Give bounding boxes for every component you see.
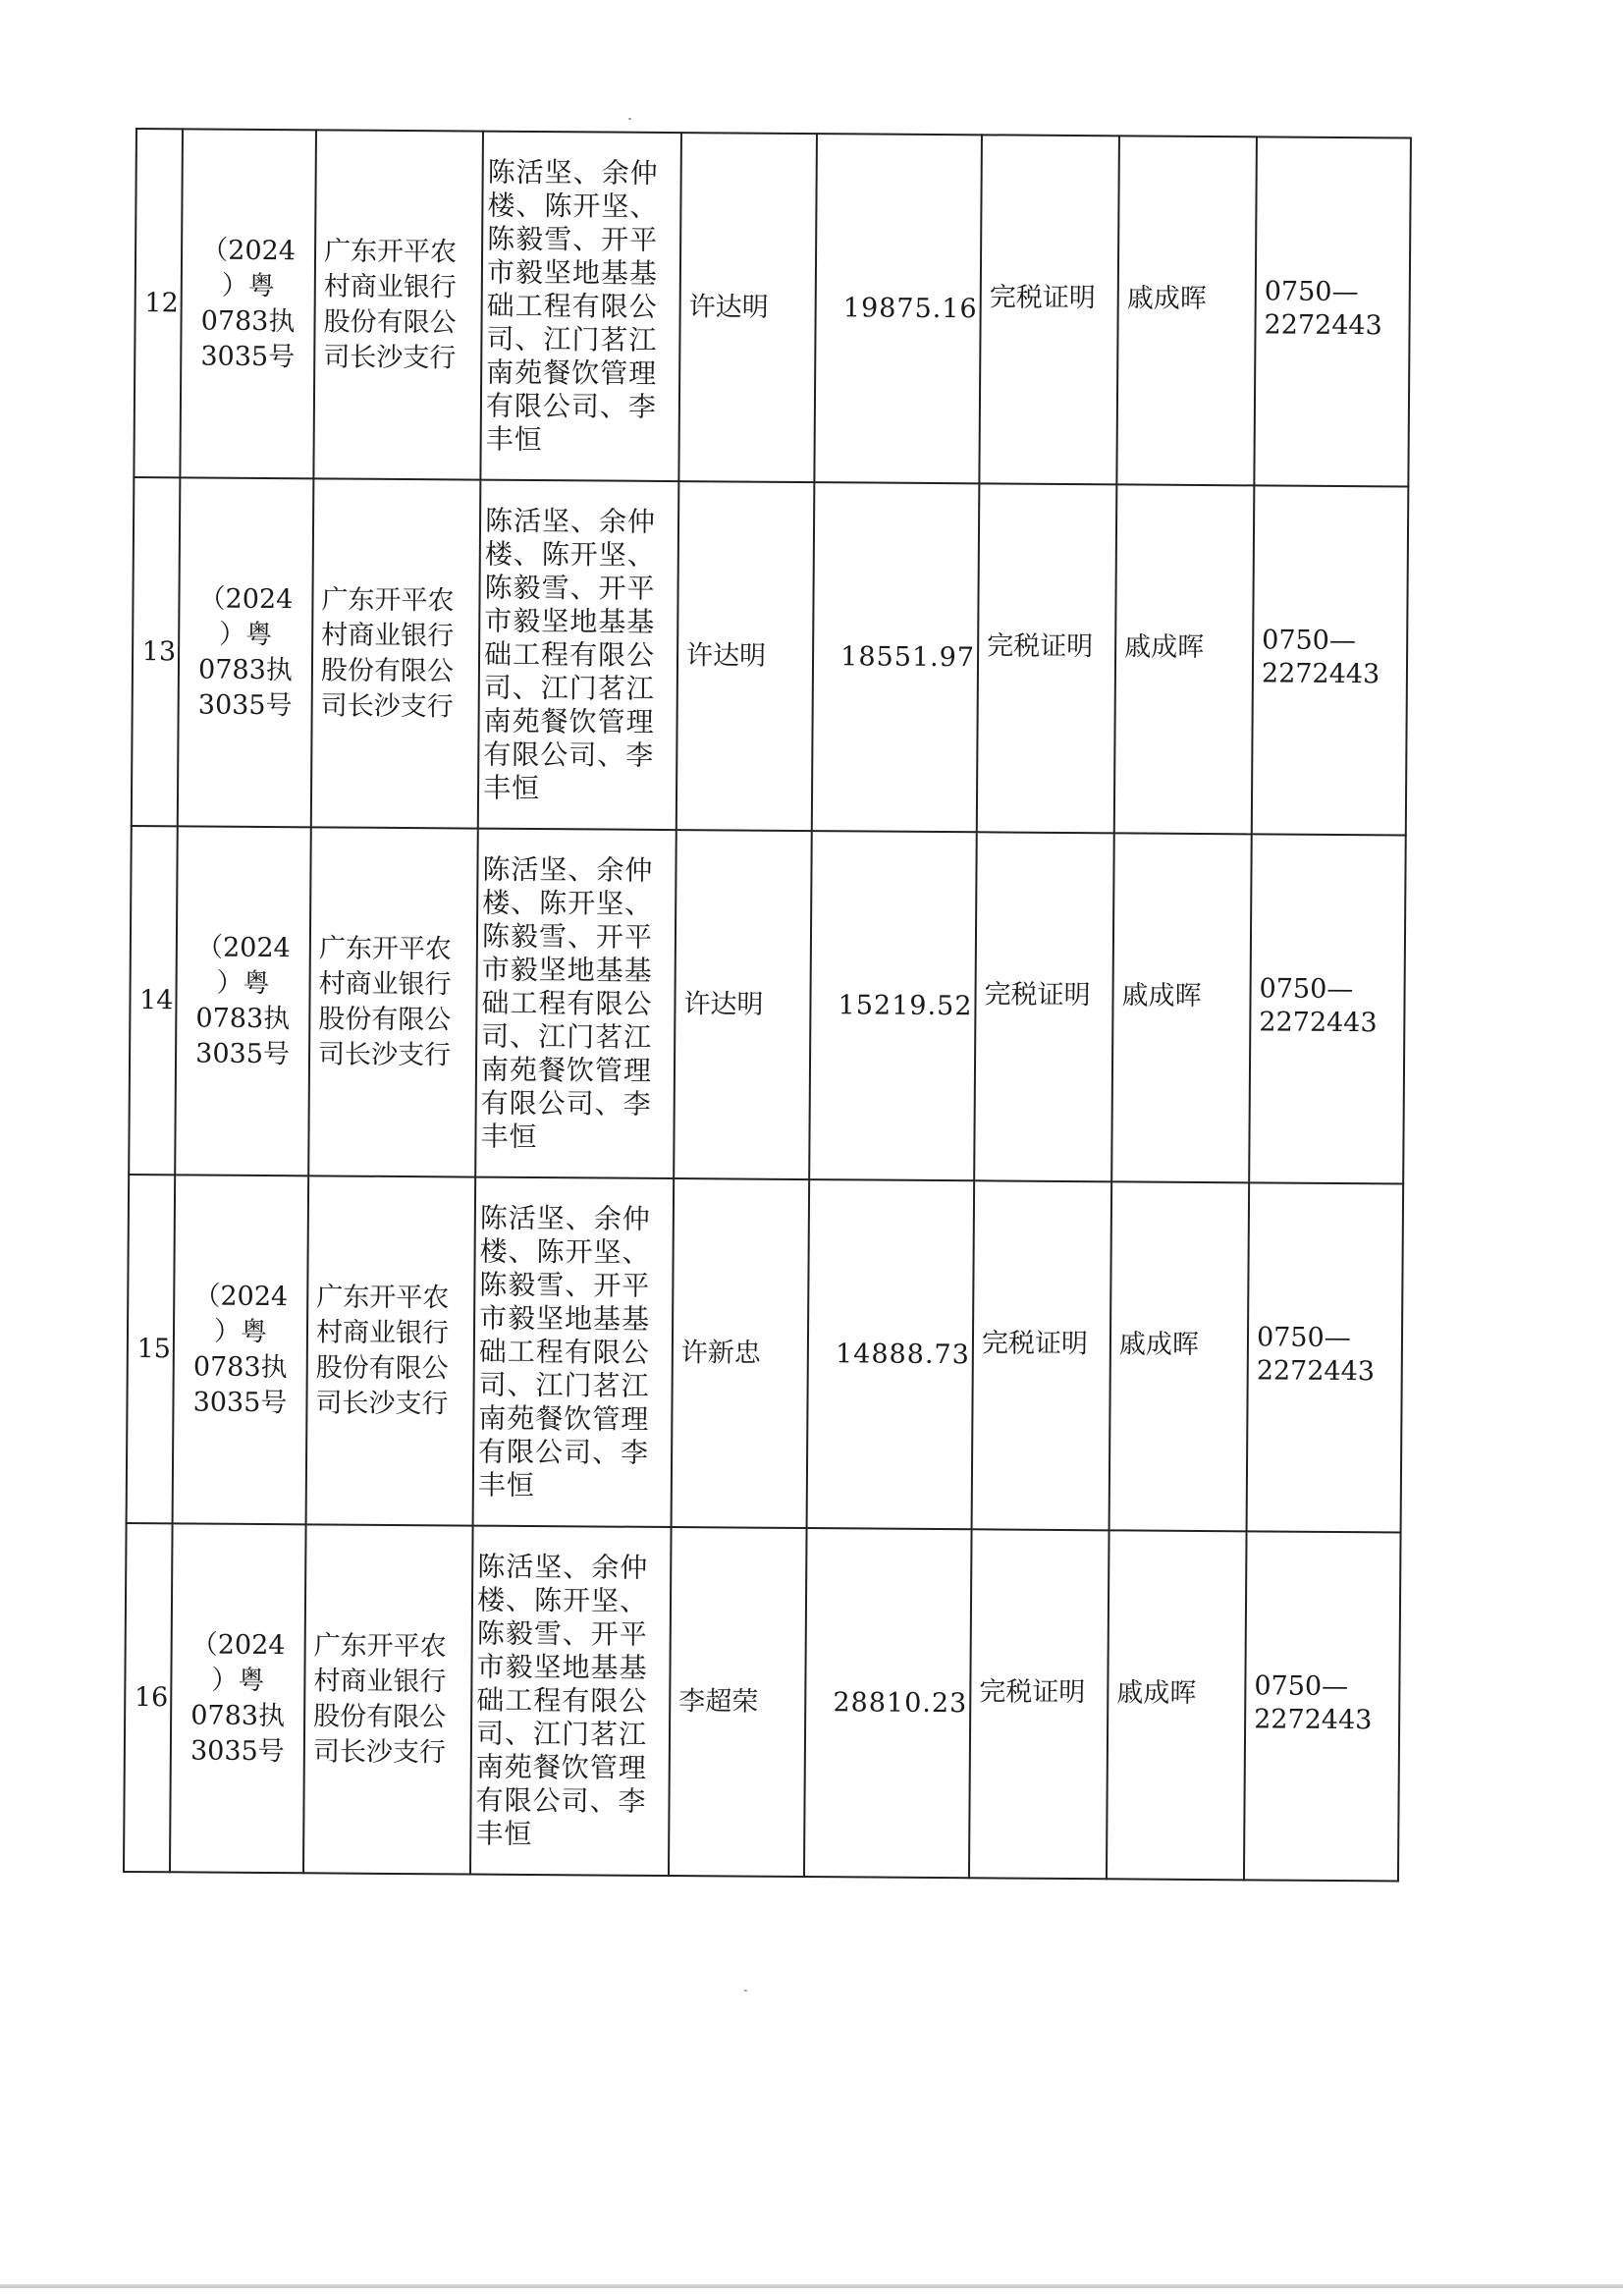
contact-person: 戚成晖 [1124,631,1205,663]
person-cell [676,481,815,831]
row-number: 15 [136,1333,172,1364]
applicant-line: 司长沙支行 [312,1735,446,1768]
respondents-cell [478,480,679,830]
respondents-line: 础工程有限公 [483,637,656,672]
applicant-line: 股份有限公 [318,1003,452,1035]
respondents-line: 南苑餐饮管理 [475,1750,647,1784]
respondents-line: 楼、陈开坚、 [484,537,656,572]
scan-speck [744,1990,747,1992]
row-number: 12 [144,287,179,318]
applicant-line: 村商业银行 [321,619,455,651]
case-number-line: （2024 [195,931,291,963]
contact-person: 戚成晖 [1118,1329,1200,1360]
respondents-line: 础工程有限公 [478,1335,651,1369]
row-number-cell [124,1523,173,1872]
respondents-line: 司、江门茗江 [481,1019,653,1054]
applicant-line: 股份有限公 [315,1351,449,1384]
contact-person-cell [1116,136,1257,485]
table-row [129,826,1406,1184]
case-number-cell [173,1175,309,1524]
respondents-line: 丰恒 [475,1817,533,1850]
applicant-line: 村商业银行 [323,270,457,302]
respondents-line: 陈活坚、余仲 [482,852,654,887]
case-number-line: （2024 [190,1628,286,1661]
table-row [124,1523,1401,1882]
case-number-line: 3035号 [200,340,296,372]
phone-line: 0750— [1259,973,1354,1006]
respondents-line: 市毅坚地基基 [484,604,656,638]
applicant-line: 司长沙支行 [315,1387,449,1419]
contact-person: 戚成晖 [1126,283,1207,314]
person-name: 李超荣 [678,1685,759,1718]
table-row [127,1175,1404,1533]
case-number-line: 3035号 [189,1734,285,1767]
phone-line: 2272443 [1261,658,1380,690]
phone-line: 0750— [1254,1670,1349,1703]
applicant-line: 广东开平农 [318,932,452,964]
respondents-line: 陈活坚、余仲 [487,155,659,190]
case-number-line: 0783执 [200,304,296,337]
applicant-line: 广东开平农 [316,1281,450,1313]
row-number-cell [129,826,178,1175]
amount-cell [804,1528,972,1878]
person-name: 许新忠 [680,1337,761,1369]
respondents-line: 陈毅雪、开平 [487,222,659,256]
person-cell [678,133,817,482]
applicant-line: 村商业银行 [315,1316,450,1348]
person-cell [674,830,812,1179]
respondents-line: 司、江门茗江 [483,671,655,705]
case-number-cell [170,1523,306,1873]
respondents-cell [480,132,681,481]
respondents-line: 丰恒 [482,771,541,804]
contact-person-cell [1109,1181,1250,1531]
respondents-line: 陈活坚、余仲 [479,1201,652,1235]
person-name: 许达明 [683,988,764,1020]
person-cell [672,1178,810,1528]
person-name: 许达明 [685,639,767,672]
row-number-cell [127,1175,176,1523]
document-type: 完税证明 [987,630,1094,663]
respondents-line: 有限公司、李 [475,1783,647,1818]
row-number-cell [134,129,183,477]
respondents-line: 有限公司、李 [480,1086,652,1121]
phone-cell [1249,834,1406,1183]
applicant-line: 村商业银行 [318,967,452,1000]
scan-speck [628,118,631,120]
respondents-line: 有限公司、李 [485,389,658,423]
applicant-line: 司长沙支行 [317,1038,452,1070]
respondents-line: 陈毅雪、开平 [481,919,654,954]
amount-cell [807,1179,975,1529]
phone-cell [1252,485,1409,835]
respondents-line: 楼、陈开坚、 [479,1234,651,1269]
applicant-cell [303,1524,473,1874]
phone-line: 0750— [1262,625,1357,657]
applicant-line: 股份有限公 [313,1700,447,1732]
respondents-line: 司、江门茗江 [486,322,658,356]
case-number-cell [180,129,316,478]
respondents-line: 司、江门茗江 [478,1368,650,1402]
document-type: 完税证明 [989,282,1096,314]
case-number-cell [178,477,314,827]
amount-value: 18551.97 [840,640,976,673]
person-name: 许达明 [688,291,769,323]
respondents-line: 楼、陈开坚、 [487,189,659,223]
contact-person-cell [1114,484,1255,834]
contact-person-cell [1111,833,1252,1182]
case-number-line: 0783执 [192,1350,288,1383]
case-number-line: ）粤 [211,1665,265,1696]
case-number-line: ）粤 [216,967,270,999]
table-row [132,477,1409,836]
phone-cell [1247,1182,1404,1532]
respondents-line: 司、江门茗江 [475,1717,648,1751]
respondents-line: 陈活坚、余仲 [484,504,657,538]
respondents-line: 陈毅雪、开平 [484,571,656,605]
applicant-line: 司长沙支行 [320,689,454,722]
document-type: 完税证明 [981,1328,1089,1360]
case-number-line: ）粤 [213,1316,268,1347]
document-type: 完税证明 [984,979,1091,1011]
phone-line: 2272443 [1259,1007,1378,1039]
respondents-line: 市毅坚地基基 [481,953,653,987]
respondents-line: 丰恒 [480,1120,538,1153]
applicant-cell [306,1175,476,1525]
document-type-cell [969,1529,1109,1879]
applicant-line: 司长沙支行 [323,341,457,373]
respondents-line: 有限公司、李 [483,738,655,772]
applicant-line: 广东开平农 [321,583,455,616]
respondents-line: 楼、陈开坚、 [476,1583,649,1617]
respondents-line: 南苑餐饮管理 [480,1053,653,1087]
row-number: 14 [139,984,174,1015]
respondents-cell [470,1526,672,1876]
case-number-line: 3035号 [195,1037,291,1069]
table-body [124,129,1411,1881]
phone-line: 2272443 [1256,1355,1376,1388]
document-type-cell [974,832,1114,1181]
amount-cell [814,134,982,483]
amount-value: 15219.52 [838,989,973,1021]
respondents-line: 础工程有限公 [486,289,658,323]
case-number-line: 0783执 [190,1699,286,1731]
case-number-line: 3035号 [192,1386,288,1418]
respondents-line: 市毅坚地基基 [476,1650,648,1684]
case-number-line: 3035号 [197,688,293,721]
document-type-cell [972,1180,1112,1530]
applicant-line: 广东开平农 [313,1629,447,1662]
contact-person-cell [1107,1530,1247,1880]
amount-value: 14888.73 [835,1338,970,1370]
case-number-line: 0783执 [195,1002,291,1034]
row-number: 13 [141,635,177,667]
respondents-line: 楼、陈开坚、 [482,886,654,920]
respondents-line: 南苑餐饮管理 [483,704,655,738]
document-type-cell [977,483,1117,833]
respondents-line: 南苑餐饮管理 [486,355,658,390]
case-number-cell [175,826,311,1175]
amount-value: 19875.16 [842,292,978,324]
respondents-line: 丰恒 [485,422,543,456]
contact-person: 戚成晖 [1121,980,1202,1011]
respondents-line: 础工程有限公 [481,986,653,1020]
respondents-line: 市毅坚地基基 [486,255,659,290]
respondents-line: 陈毅雪、开平 [479,1268,651,1302]
applicant-line: 股份有限公 [323,305,457,338]
phone-cell [1244,1531,1401,1881]
respondents-line: 南苑餐饮管理 [478,1401,650,1436]
case-number-line: ）粤 [219,619,273,650]
phone-line: 0750— [1264,276,1359,308]
document-type: 完税证明 [979,1676,1086,1709]
phone-cell [1254,137,1411,486]
case-number-line: （2024 [198,582,294,615]
amount-value: 28810.23 [833,1686,968,1719]
case-number-line: （2024 [193,1280,289,1312]
phone-line: 2272443 [1264,309,1382,342]
case-number-line: 0783执 [197,653,293,685]
document-type-cell [979,135,1119,484]
respondents-cell [475,829,676,1178]
respondents-line: 有限公司、李 [478,1435,650,1469]
applicant-cell [308,827,478,1176]
row-number-cell [132,477,181,826]
respondents-line: 市毅坚地基基 [479,1301,651,1336]
case-number-line: ）粤 [221,270,275,301]
respondents-line: 陈活坚、余仲 [477,1550,649,1584]
case-number-line: （2024 [201,234,297,266]
contact-person: 戚成晖 [1116,1677,1197,1709]
amount-cell [809,831,977,1180]
amount-cell [812,482,980,832]
respondents-cell [473,1177,675,1527]
row-number: 16 [134,1681,169,1713]
case-table [123,128,1412,1882]
scan-bottom-edge [0,2284,1623,2288]
phone-line: 0750— [1256,1322,1351,1354]
applicant-line: 广东开平农 [323,235,458,267]
table-wrapper [123,128,1412,1882]
applicant-line: 股份有限公 [320,654,455,686]
respondents-line: 陈毅雪、开平 [476,1616,648,1651]
respondents-line: 础工程有限公 [476,1683,648,1718]
respondents-line: 丰恒 [477,1468,536,1502]
applicant-cell [311,478,481,828]
phone-line: 2272443 [1254,1704,1373,1736]
table-row [134,129,1411,487]
person-cell [669,1527,807,1877]
applicant-line: 村商业银行 [313,1665,447,1697]
applicant-cell [313,130,483,479]
